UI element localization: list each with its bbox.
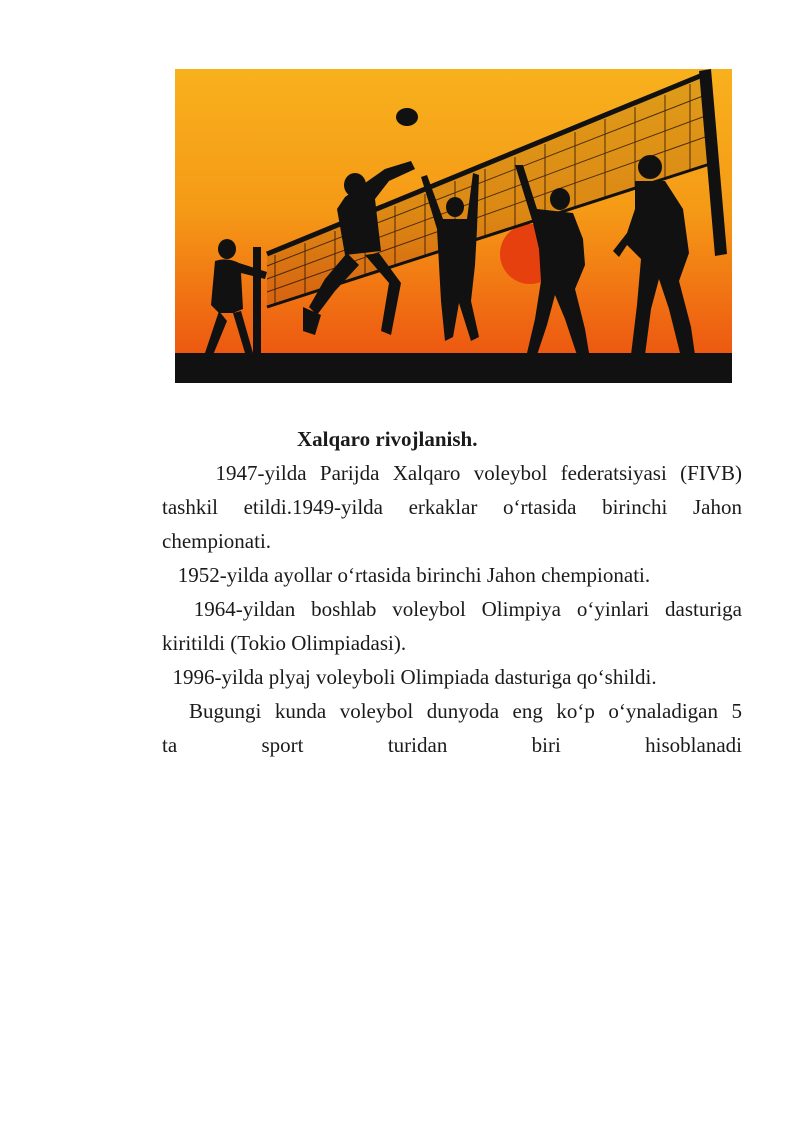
paragraph-4 xyxy=(162,660,742,694)
ball-icon xyxy=(396,108,418,126)
body-text xyxy=(162,456,742,762)
section-heading: Xalqaro rivojlanish. xyxy=(297,427,478,451)
paragraph-2 xyxy=(162,558,742,592)
paragraph-5-line-1: Bugungi kunda voleybol dunyoda eng ko‘p o‘ynaladigan 5 xyxy=(162,699,742,723)
paragraph-5-line-2: ta sport turidan biri hisoblanadi xyxy=(162,733,742,757)
paragraph-4-line-1: 1996-yilda plyaj voleyboli Olimpiada dasturiga qo‘shildi. xyxy=(162,665,657,689)
paragraph-1 xyxy=(162,456,742,558)
paragraph-1-line-2: tashkil etildi.1949-yilda erkaklar o‘rtasida birinchi Jahon xyxy=(162,495,742,519)
paragraph-3 xyxy=(162,592,742,660)
paragraph-3-line-2: kiritildi (Tokio Olimpiadasi). xyxy=(162,631,407,655)
paragraph-5 xyxy=(162,694,742,762)
paragraph-3-line-1: 1964-yildan boshlab voleybol Olimpiya o‘yinlari dasturiga xyxy=(162,597,742,621)
paragraph-2-line-1: 1952-yilda ayollar o‘rtasida birinchi Jahon chempionati. xyxy=(162,563,651,587)
paragraph-1-line-3: chempionati. xyxy=(162,529,272,553)
volleyball-players-image xyxy=(175,69,732,383)
paragraph-1-line-1: 1947-yilda Parijda Xalqaro voleybol federatsiyasi (FIVB) xyxy=(162,461,742,485)
ground-band xyxy=(175,353,732,383)
